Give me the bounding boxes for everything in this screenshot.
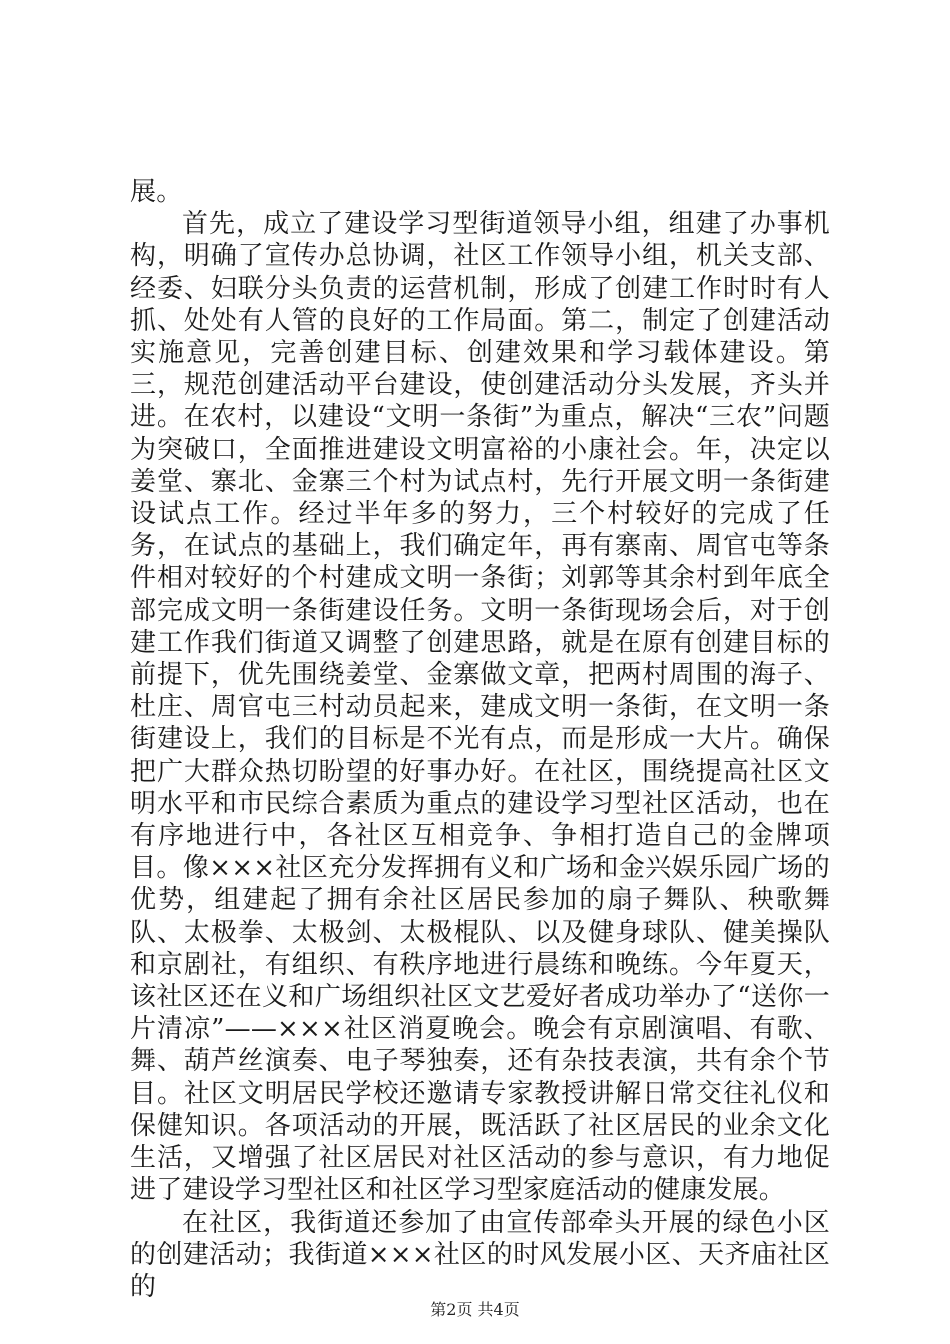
- paragraph-community: 在社区，我街道还参加了由宣传部牵头开展的绿色小区的创建活动；我街道×××社区的时风发展小区、天齐庙社区的: [130, 1207, 830, 1302]
- page-footer: 第2页 共4页: [430, 1300, 520, 1319]
- paragraph-main: 首先，成立了建设学习型街道领导小组，组建了办事机构，明确了宣传办总协调，社区工作领导小组，机关支部、经委、妇联分头负责的运营机制，形成了创建工作时时有人抓、处处有人管的良好的工作局面。第二，制定了创建活动实施意见，完善创建目标、创建效果和学习载体建设。第三，规范创建活动平台建设，使创建活动分头发展，齐头并进。在农村，以建设“文明一条街”为重点，解决“三农”问题为突破口，全面推进建设文明富裕的小康社会。年，决定以姜堂、寨北、金寨三个村为试点村，先行开展文明一条街建设试点工作。经过半年多的努力，三个村较好的完成了任务，在试点的基础上，我们确定年，再有寨南、周官屯等条件相对较好的个村建成文明一条街；刘郭等其余村到年底全部完成文明一条街建设任务。文明一条街现场会后，对于创建工作我们街道又调整了创建思路，就是在原有创建目标的前提下，优先围绕姜堂、金寨做文章，把两村周围的海子、杜庄、周官屯三村动员起来，建成文明一条街，在文明一条街建设上，我们的目标是不光有点，而是形成一大片。确保把广大群众热切盼望的好事办好。在社区，围绕提高社区文明水平和市民综合素质为重点的建设学习型社区活动，也在有序地进行中，各社区互相竞争、争相打造自己的金牌项目。像×××社区充分发挥拥有义和广场和金兴娱乐园广场的优势，组建起了拥有余社区居民参加的扇子舞队、秧歌舞队、太极拳、太极剑、太极棍队、以及健身球队、健美操队和京剧社，有组织、有秩序地进行晨练和晚练。今年夏天，该社区还在义和广场组织社区文艺爱好者成功举办了“送你一片清凉”——×××社区消夏晚会。晚会有京剧演唱、有歌、舞、葫芦丝演奏、电子琴独奏，还有杂技表演，共有余个节目。社区文明居民学校还邀请专家教授讲解日常交往礼仪和保健知识。各项活动的开展，既活跃了社区居民的业余文化生活，又增强了社区居民对社区活动的参与意识，有力地促进了建设学习型社区和社区学习型家庭活动的健康发展。: [130, 209, 830, 1206]
- paragraph-continuation: 展。: [130, 177, 183, 207]
- document-body: [130, 176, 830, 1303]
